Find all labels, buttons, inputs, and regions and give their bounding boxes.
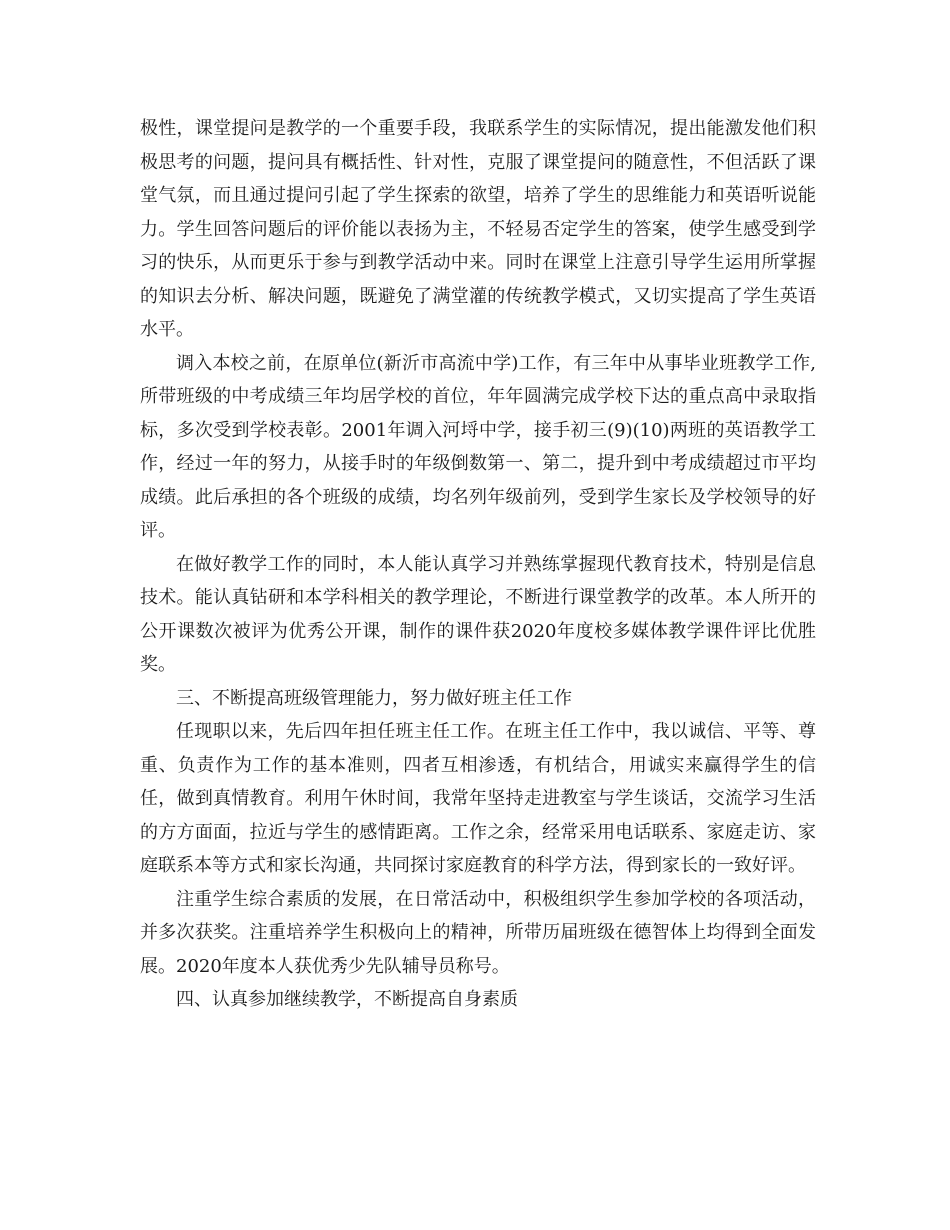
- document-body: [140, 112, 816, 1017]
- paragraph-work-history: 调入本校之前，在原单位(新沂市高流中学)工作，有三年中从事毕业班教学工作,所带班级的中考成绩三年均居学校的首位，年年圆满完成学校下达的重点高中录取指标，多次受到学校表彰。2001年调入河埒中学，接手初三(9)(10)两班的英语教学工作，经过一年的努力，从接手时的年级倒数第一、第二，提升到中考成绩超过市平均成绩。此后承担的各个班级的成绩，均名列年级前列，受到学生家长及学校领导的好评。: [140, 352, 816, 541]
- paragraph-student-development: 注重学生综合素质的发展，在日常活动中，积极组织学生参加学校的各项活动，并多次获奖。注重培养学生积极向上的精神，所带历届班级在德智体上均得到全面发展。2020年度本人获优秀少先队辅导员称号。: [140, 888, 816, 977]
- paragraph-head-teacher-work: 任现职以来，先后四年担任班主任工作。在班主任工作中，我以诚信、平等、尊重、负责作为工作的基本准则，四者互相渗透，有机结合，用诚实来赢得学生的信任，做到真情教育。利用午休时间，我常年坚持走进教室与学生谈话，交流学习生活的方方面面，拉近与学生的感情距离。工作之余，经常采用电话联系、家庭走访、家庭联系本等方式和家长沟通，共同探讨家庭教育的科学方法，得到家长的一致好评。: [140, 721, 816, 876]
- paragraph-education-technology: 在做好教学工作的同时，本人能认真学习并熟练掌握现代教育技术，特别是信息技术。能认真钻研和本学科相关的教学理论，不断进行课堂教学的改革。本人所开的公开课数次被评为优秀公开课，制作的课件获2020年度校多媒体教学课件评比优胜奖。: [140, 553, 816, 675]
- section-heading-continuing-education: 四、认真参加继续教学，不断提高自身素质: [176, 989, 518, 1010]
- paragraph-teaching-methods: 极性，课堂提问是教学的一个重要手段，我联系学生的实际情况，提出能激发他们积极思考的问题，提问具有概括性、针对性，克服了课堂提问的随意性，不但活跃了课堂气氛，而且通过提问引起了学生探索的欲望，培养了学生的思维能力和英语听说能力。学生回答问题后的评价能以表扬为主，不轻易否定学生的答案，使学生感受到学习的快乐，从而更乐于参与到教学活动中来。同时在课堂上注意引导学生运用所掌握的知识去分析、解决问题，既避免了满堂灌的传统教学模式，又切实提高了学生英语水平。: [140, 118, 816, 340]
- section-heading-class-management: 三、不断提高班级管理能力，努力做好班主任工作: [176, 687, 572, 709]
